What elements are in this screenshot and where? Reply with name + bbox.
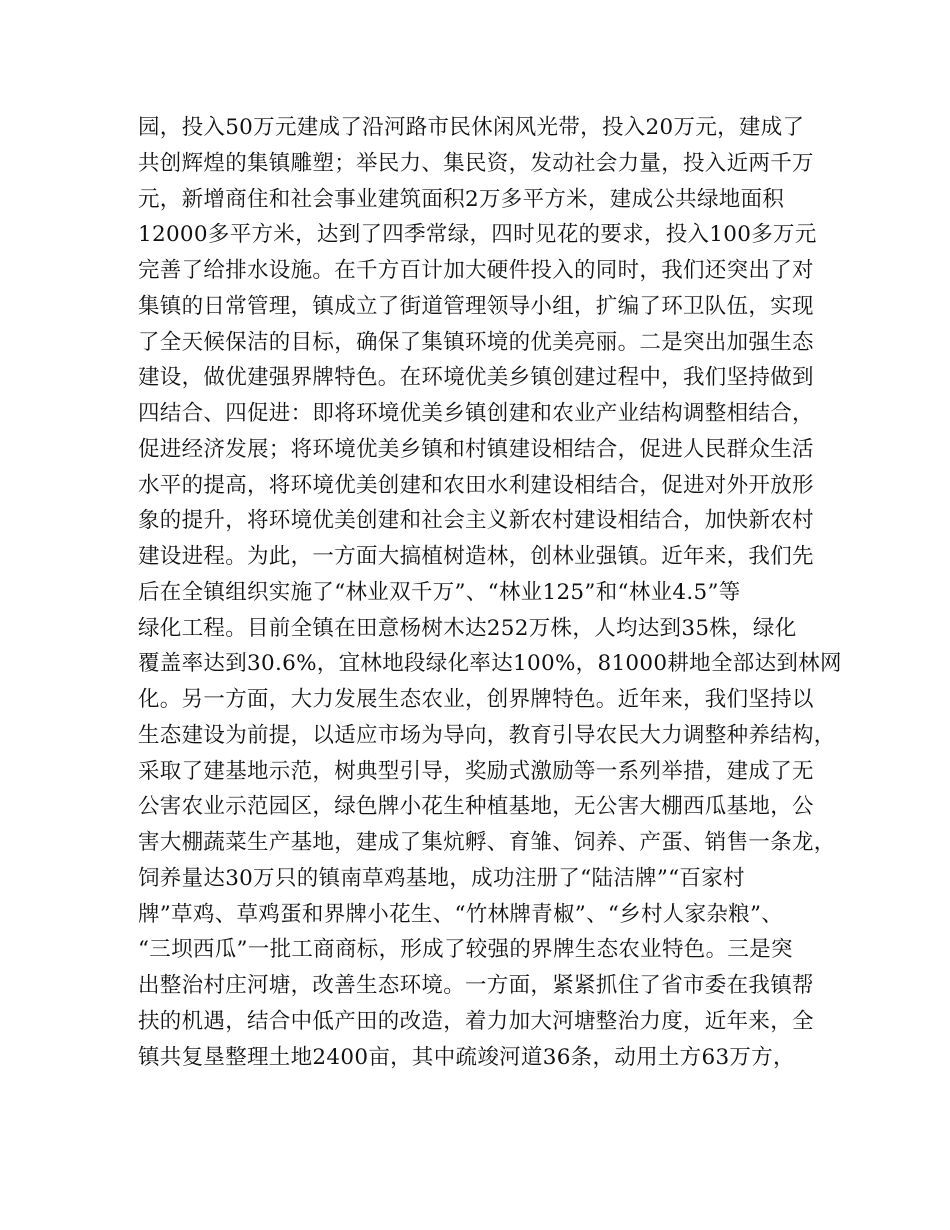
text-line: 园，投入50万元建成了沿河路市民休闲风光带，投入20万元，建成了 bbox=[138, 115, 805, 140]
text-line: 共创辉煌的集镇雕塑；举民力、集民资，发动社会力量，投入近两千万 bbox=[138, 150, 814, 176]
text-line: 水平的提高，将环境优美创建和农田水利建设相结合，促进对外开放形 bbox=[138, 472, 814, 498]
text-line: 公害农业示范园区，绿色牌小花生种植基地，无公害大棚西瓜基地，公 bbox=[138, 794, 814, 820]
text-line: 四结合、四促进：即将环境优美乡镇创建和农业产业结构调整相结合， bbox=[138, 401, 814, 426]
text-line: 化。另一方面，大力发展生态农业，创界牌特色。近年来，我们坚持以 bbox=[138, 687, 814, 712]
text-line: 绿化工程。目前全镇在田意杨树木达252万株，人均达到35株，绿化 bbox=[138, 615, 797, 641]
text-line: “三坝西瓜”一批工商商标，形成了较强的界牌生态农业特色。三是突 bbox=[138, 937, 793, 963]
text-line: 元，新增商住和社会事业建筑面积2万多平方米，建成公共绿地面积 bbox=[138, 186, 785, 212]
text-line: 生态建设为前提，以适应市场为导向，教育引导农民大力调整种养结构， bbox=[138, 722, 836, 748]
text-line: 建设，做优建强界牌特色。在环境优美乡镇创建过程中，我们坚持做到 bbox=[138, 365, 814, 391]
text-line: 完善了给排水设施。在千方百计加大硬件投入的同时，我们还突出了对 bbox=[138, 258, 814, 283]
text-line: 覆盖率达到30.6%，宜林地段绿化率达100%，81000耕地全部达到林网 bbox=[138, 651, 842, 677]
text-line: 12000多平方米，达到了四季常绿，四时见花的要求，投入100多万元 bbox=[138, 222, 817, 248]
text-line: 镇共复垦整理土地2400亩，其中疏竣河道36条，动用土方63万方， bbox=[138, 1044, 795, 1070]
text-line: 集镇的日常管理，镇成立了街道管理领导小组，扩编了环卫队伍，实现 bbox=[138, 293, 814, 319]
text-line: 了全天候保洁的目标，确保了集镇环境的优美亮丽。二是突出加强生态 bbox=[138, 329, 814, 355]
text-line: 后在全镇组织实施了“林业双千万”、“林业125”和“林业4.5”等 bbox=[138, 579, 741, 605]
text-line: 象的提升，将环境优美创建和社会主义新农村建设相结合，加快新农村 bbox=[138, 508, 814, 534]
text-line: 饲养量达30万只的镇南草鸡基地，成功注册了“陆洁牌”“百家村 bbox=[138, 865, 745, 891]
text-line: 出整治村庄河塘，改善生态环境。一方面，紧紧抓住了省市委在我镇帮 bbox=[138, 973, 814, 998]
text-line: 扶的机遇，结合中低产田的改造，着力加大河塘整治力度，近年来，全 bbox=[138, 1008, 814, 1034]
body-text bbox=[138, 110, 842, 1075]
text-line: 促进经济发展；将环境优美乡镇和村镇建设相结合，促进人民群众生活 bbox=[138, 436, 814, 462]
text-line: 牌”草鸡、草鸡蛋和界牌小花生、“竹林牌青椒”、“乡村人家杂粮”、 bbox=[138, 901, 784, 927]
text-line: 建设进程。为此，一方面大搞植树造林，创林业强镇。近年来，我们先 bbox=[138, 544, 814, 569]
text-line: 采取了建基地示范，树典型引导，奖励式激励等一系列举措，建成了无 bbox=[138, 758, 814, 784]
text-line: 害大棚蔬菜生产基地，建成了集炕孵、育雏、饲养、产蛋、销售一条龙， bbox=[138, 830, 836, 855]
